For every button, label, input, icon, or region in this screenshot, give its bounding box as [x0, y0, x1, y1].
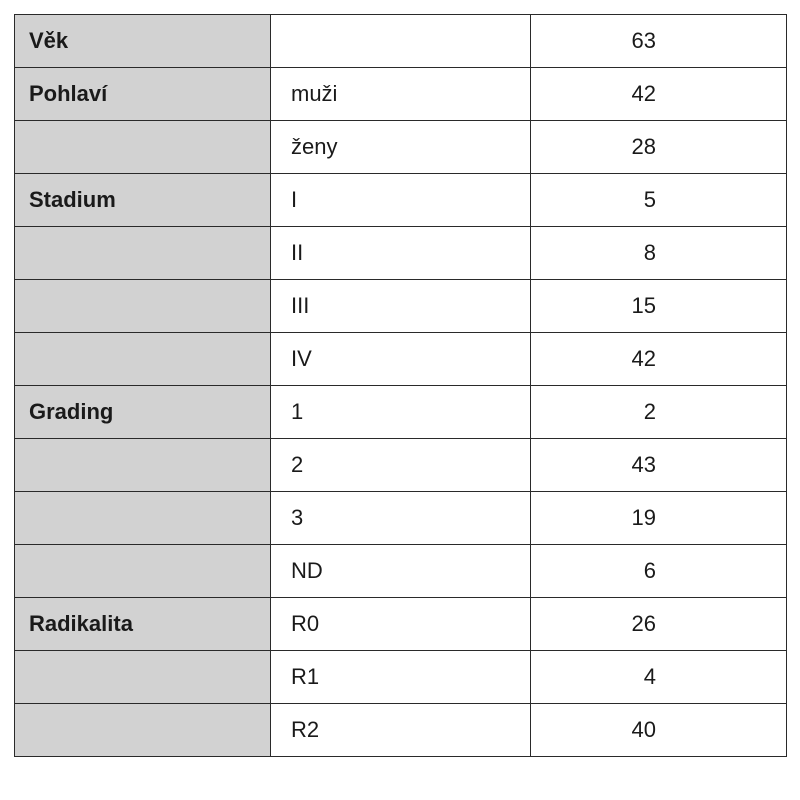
category-cell: [15, 704, 271, 757]
subcategory-cell: I: [271, 174, 531, 227]
value-cell: 63: [531, 15, 787, 68]
category-cell: Věk: [15, 15, 271, 68]
value-cell: 15: [531, 280, 787, 333]
subcategory-cell: II: [271, 227, 531, 280]
value-cell: 8: [531, 227, 787, 280]
table-row: [15, 280, 787, 333]
subcategory-cell: R0: [271, 598, 531, 651]
value-cell: 28: [531, 121, 787, 174]
table-row: [15, 386, 787, 439]
subcategory-cell: IV: [271, 333, 531, 386]
table-row: [15, 492, 787, 545]
table-row: [15, 704, 787, 757]
table-row: [15, 651, 787, 704]
table-row: [15, 68, 787, 121]
value-cell: 19: [531, 492, 787, 545]
subcategory-cell: III: [271, 280, 531, 333]
subcategory-cell: ženy: [271, 121, 531, 174]
category-cell: Pohlaví: [15, 68, 271, 121]
value-cell: 4: [531, 651, 787, 704]
category-cell: [15, 280, 271, 333]
subcategory-cell: muži: [271, 68, 531, 121]
category-cell: [15, 333, 271, 386]
category-cell: Stadium: [15, 174, 271, 227]
subcategory-cell: ND: [271, 545, 531, 598]
category-cell: [15, 545, 271, 598]
value-cell: 26: [531, 598, 787, 651]
table-row: [15, 227, 787, 280]
category-cell: [15, 651, 271, 704]
patient-characteristics-table: [14, 14, 787, 757]
category-cell: [15, 121, 271, 174]
value-cell: 43: [531, 439, 787, 492]
table-row: [15, 545, 787, 598]
table-row: [15, 333, 787, 386]
table-row: [15, 174, 787, 227]
category-cell: [15, 439, 271, 492]
subcategory-cell: R1: [271, 651, 531, 704]
table-row: [15, 439, 787, 492]
table-row: [15, 598, 787, 651]
subcategory-cell: 1: [271, 386, 531, 439]
subcategory-cell: 3: [271, 492, 531, 545]
value-cell: 42: [531, 68, 787, 121]
category-cell: [15, 227, 271, 280]
subcategory-cell: R2: [271, 704, 531, 757]
value-cell: 2: [531, 386, 787, 439]
value-cell: 40: [531, 704, 787, 757]
table-row: [15, 121, 787, 174]
value-cell: 6: [531, 545, 787, 598]
table-row: [15, 15, 787, 68]
category-cell: Grading: [15, 386, 271, 439]
category-cell: [15, 492, 271, 545]
value-cell: 42: [531, 333, 787, 386]
subcategory-cell: 2: [271, 439, 531, 492]
subcategory-cell: [271, 15, 531, 68]
value-cell: 5: [531, 174, 787, 227]
category-cell: Radikalita: [15, 598, 271, 651]
